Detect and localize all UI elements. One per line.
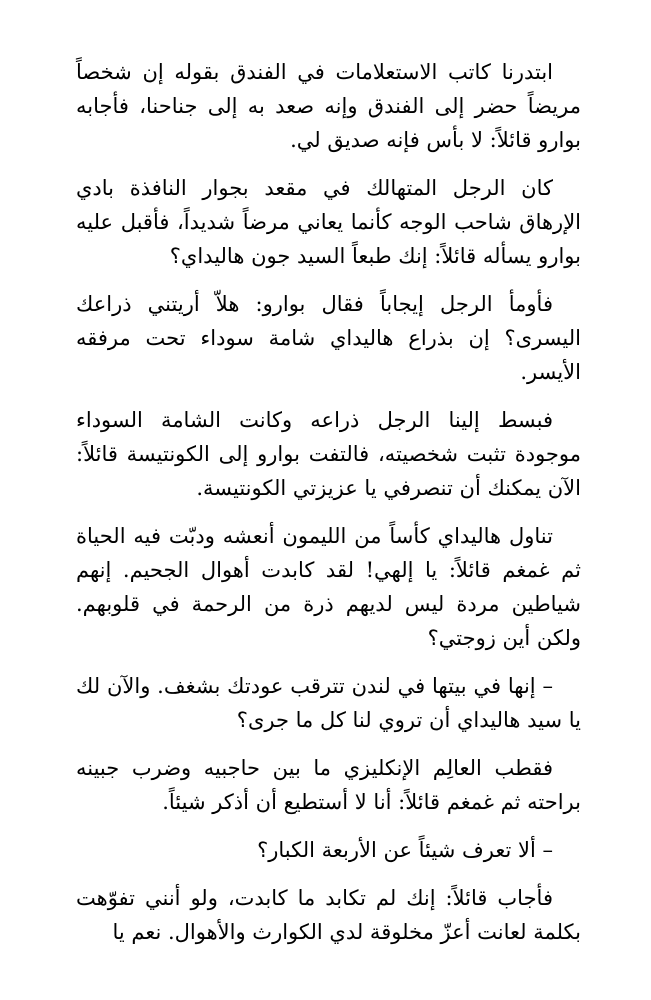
- paragraph-5: تناول هاليداي كأساً من الليمون أنعشه ودبّت فيه الحياة ثم غمغم قائلاً: يا إلهي! لقد كابدت أهوال الجحيم. إنهم شياطين مردة ليس لديهم ذرة من الرحمة في قلوبهم. ولكن أين زوجتي؟: [76, 524, 581, 650]
- paragraph-4: فبسط إلينا الرجل ذراعه وكانت الشامة السوداء موجودة تثبت شخصيته، فالتفت بوارو إلى الكونتيسة قائلاً: الآن يمكنك أن تنصرفي يا عزيزتي الكونتيسة.: [76, 408, 581, 500]
- paragraph-2: كان الرجل المتهالك في مقعد بجوار النافذة بادي الإرهاق شاحب الوجه كأنما يعاني مرضاً شديداً، فأقبل عليه بوارو يسأله قائلاً: إنك طبعاً السيد جون هاليداي؟: [76, 176, 581, 268]
- book-page: [76, 55, 581, 963]
- paragraph-6: – إنها في بيتها في لندن تترقب عودتك بشغف. والآن لك يا سيد هاليداي أن تروي لنا كل ما جرى؟: [76, 674, 581, 732]
- paragraph-8: – ألا تعرف شيئاً عن الأربعة الكبار؟: [257, 838, 553, 862]
- paragraph-7: فقطب العالِم الإنكليزي ما بين حاجبيه وضرب جبينه براحته ثم غمغم قائلاً: أنا لا أستطيع أن أذكر شيئاً.: [76, 756, 581, 814]
- paragraph-9: فأجاب قائلاً: إنك لم تكابد ما كابدت، ولو أنني تفوّهت بكلمة لعانت أعزّ مخلوقة لدي الكوارث والأهوال. نعم يا: [76, 886, 581, 944]
- paragraph-3: فأومأ الرجل إيجاباً فقال بوارو: هلاّ أريتني ذراعك اليسرى؟ إن بذراع هاليداي شامة سوداء تحت مرفقه الأيسر.: [76, 292, 581, 384]
- paragraph-1: ابتدرنا كاتب الاستعلامات في الفندق بقوله إن شخصاً مريضاً حضر إلى الفندق وإنه صعد به إلى جناحنا، فأجابه بوارو قائلاً: لا بأس فإنه صديق لي.: [76, 60, 581, 152]
